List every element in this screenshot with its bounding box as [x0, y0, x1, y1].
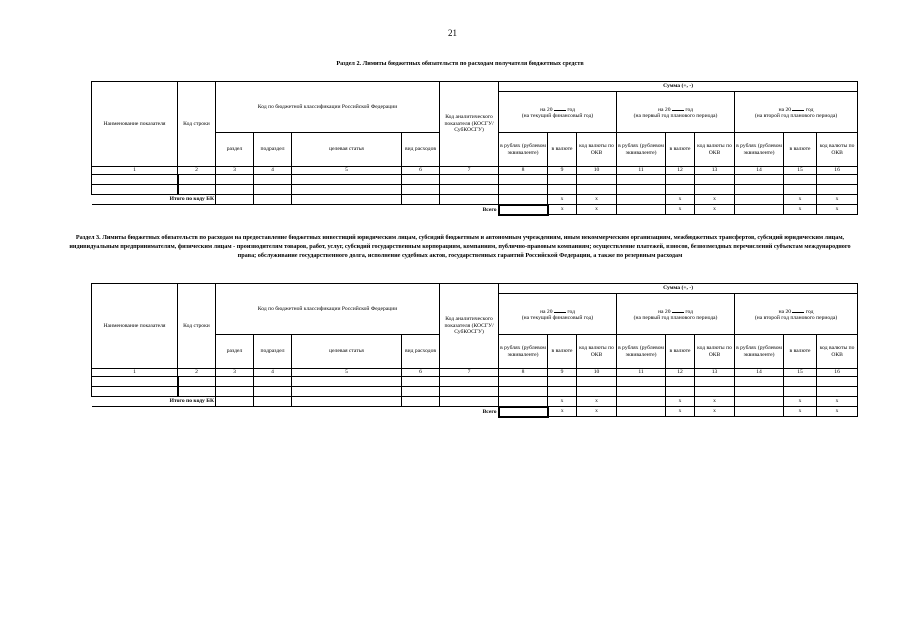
header-first-plan-year: на 20 год (на первый год планового периода): [617, 92, 735, 133]
header-section: раздел: [216, 335, 254, 369]
empty-cell[interactable]: [440, 377, 499, 387]
empty-cell[interactable]: [617, 377, 666, 387]
empty-cell[interactable]: [784, 387, 817, 397]
x-mark: x: [817, 397, 858, 407]
column-numbers-row: [92, 167, 858, 175]
empty-cell[interactable]: [178, 377, 216, 387]
empty-cell[interactable]: [254, 175, 292, 185]
empty-cell[interactable]: [216, 185, 254, 195]
column-number: 13: [695, 369, 735, 377]
header-indicator-name: Наименование показателя: [92, 284, 178, 369]
column-number: 10: [577, 369, 617, 377]
header-in-currency: в валюте: [784, 133, 817, 167]
empty-cell[interactable]: [292, 175, 402, 185]
empty-cell[interactable]: [254, 195, 292, 205]
column-number: 9: [548, 167, 577, 175]
x-mark: x: [548, 195, 577, 205]
empty-cell[interactable]: [499, 397, 548, 407]
header-target-item: целевая статья: [292, 133, 402, 167]
x-mark: x: [817, 205, 858, 215]
x-mark: x: [548, 407, 577, 417]
header-in-currency: в валюте: [666, 335, 695, 369]
header-in-currency: в валюте: [784, 335, 817, 369]
empty-cell[interactable]: [695, 387, 735, 397]
header-section: раздел: [216, 133, 254, 167]
data-row: [92, 387, 858, 397]
empty-cell[interactable]: [499, 205, 548, 215]
section-2-title: Раздел 2. Лимиты бюджетных обязательств по расходам получателя бюджетных средств: [336, 60, 584, 67]
empty-cell[interactable]: [499, 407, 548, 417]
empty-cell[interactable]: [216, 387, 254, 397]
column-number: 1: [92, 369, 178, 377]
total-bk-row: [92, 397, 858, 407]
header-rubles: в рублях (рублевом эквиваленте): [735, 133, 784, 167]
empty-cell[interactable]: [735, 387, 784, 397]
empty-cell[interactable]: [735, 205, 784, 215]
grand-total-row: [92, 205, 858, 215]
empty-cell[interactable]: [695, 185, 735, 195]
empty-cell[interactable]: [254, 387, 292, 397]
header-rubles: в рублях (рублевом эквиваленте): [617, 335, 666, 369]
empty-cell[interactable]: [499, 185, 548, 195]
header-rubles: в рублях (рублевом эквиваленте): [499, 133, 548, 167]
empty-cell[interactable]: [402, 387, 440, 397]
x-mark: x: [695, 397, 735, 407]
column-number: 4: [254, 167, 292, 175]
header-subsection: подраздел: [254, 133, 292, 167]
section-2-table: [91, 81, 858, 216]
empty-cell[interactable]: [402, 397, 440, 407]
column-number: 6: [402, 167, 440, 175]
column-number: 8: [499, 167, 548, 175]
header-expense-type: вид расходов: [402, 133, 440, 167]
header-rubles: в рублях (рублевом эквиваленте): [735, 335, 784, 369]
column-number: 4: [254, 369, 292, 377]
column-number: 8: [499, 369, 548, 377]
header-current-year: на 20 год (на текущий финансовый год): [499, 92, 617, 133]
total-bk-label: Итого по коду БК: [92, 397, 216, 407]
header-currency-code: код валюты по ОКВ: [695, 133, 735, 167]
empty-cell[interactable]: [666, 377, 695, 387]
column-number: 13: [695, 167, 735, 175]
header-in-currency: в валюте: [666, 133, 695, 167]
header-currency-code: код валюты по ОКВ: [817, 133, 858, 167]
empty-cell[interactable]: [735, 175, 784, 185]
x-mark: x: [817, 407, 858, 417]
empty-cell[interactable]: [577, 387, 617, 397]
empty-cell[interactable]: [254, 185, 292, 195]
empty-cell[interactable]: [784, 185, 817, 195]
page-number: 21: [448, 28, 457, 38]
empty-cell: [92, 185, 178, 195]
empty-cell[interactable]: [499, 377, 548, 387]
empty-cell[interactable]: [695, 377, 735, 387]
column-number: 15: [784, 167, 817, 175]
x-mark: x: [695, 195, 735, 205]
header-sum: Сумма (+, -): [499, 284, 858, 294]
header-first-plan-year: на 20 год (на первый год планового периода): [617, 294, 735, 335]
empty-cell[interactable]: [402, 185, 440, 195]
column-number: 11: [617, 167, 666, 175]
header-bk-code: Код по бюджетной классификации Российской Федерации: [216, 82, 440, 133]
empty-cell[interactable]: [178, 185, 216, 195]
column-numbers-row: [92, 369, 858, 377]
header-indicator-name: Наименование показателя: [92, 82, 178, 167]
header-currency-code: код валюты по ОКВ: [695, 335, 735, 369]
column-number: 5: [292, 167, 402, 175]
column-number: 10: [577, 167, 617, 175]
column-number: 14: [735, 167, 784, 175]
empty-cell[interactable]: [817, 387, 858, 397]
empty-cell[interactable]: [440, 195, 499, 205]
empty-cell[interactable]: [735, 185, 784, 195]
header-expense-type: вид расходов: [402, 335, 440, 369]
empty-cell[interactable]: [216, 195, 254, 205]
empty-cell[interactable]: [216, 377, 254, 387]
empty-cell[interactable]: [666, 175, 695, 185]
x-mark: x: [784, 205, 817, 215]
empty-cell[interactable]: [817, 377, 858, 387]
empty-cell[interactable]: [292, 377, 402, 387]
empty-cell[interactable]: [577, 175, 617, 185]
empty-cell[interactable]: [499, 175, 548, 185]
data-row: [92, 185, 858, 195]
empty-cell[interactable]: [735, 195, 784, 205]
empty-cell[interactable]: [817, 175, 858, 185]
empty-cell[interactable]: [735, 397, 784, 407]
empty-cell[interactable]: [440, 397, 499, 407]
total-bk-row: [92, 195, 858, 205]
empty-cell[interactable]: [666, 387, 695, 397]
column-number: 1: [92, 167, 178, 175]
empty-cell[interactable]: [292, 195, 402, 205]
data-row: [92, 377, 858, 387]
empty-cell[interactable]: [292, 387, 402, 397]
empty-cell[interactable]: [548, 185, 577, 195]
empty-cell[interactable]: [178, 387, 216, 397]
empty-cell[interactable]: [617, 175, 666, 185]
x-mark: x: [577, 407, 617, 417]
grand-total-label: Всего: [92, 407, 499, 417]
x-mark: x: [784, 407, 817, 417]
column-number: 14: [735, 369, 784, 377]
empty-cell[interactable]: [292, 185, 402, 195]
column-number: 3: [216, 369, 254, 377]
header-currency-code: код валюты по ОКВ: [817, 335, 858, 369]
empty-cell[interactable]: [617, 205, 666, 215]
empty-cell[interactable]: [216, 397, 254, 407]
empty-cell[interactable]: [617, 387, 666, 397]
empty-cell[interactable]: [178, 175, 216, 185]
header-second-plan-year: на 20 год (на второй год планового периода): [735, 294, 858, 335]
x-mark: x: [784, 397, 817, 407]
header-currency-code: код валюты по ОКВ: [577, 133, 617, 167]
empty-cell[interactable]: [548, 377, 577, 387]
empty-cell[interactable]: [440, 175, 499, 185]
empty-cell[interactable]: [440, 185, 499, 195]
column-number: 5: [292, 369, 402, 377]
x-mark: x: [548, 397, 577, 407]
column-number: 11: [617, 369, 666, 377]
x-mark: x: [666, 195, 695, 205]
x-mark: x: [577, 205, 617, 215]
x-mark: x: [666, 407, 695, 417]
total-bk-label: Итого по коду БК: [92, 195, 216, 205]
empty-cell[interactable]: [784, 377, 817, 387]
column-number: 3: [216, 167, 254, 175]
header-subsection: подраздел: [254, 335, 292, 369]
x-mark: x: [548, 205, 577, 215]
grand-total-row: [92, 407, 858, 417]
column-number: 7: [440, 369, 499, 377]
empty-cell[interactable]: [216, 175, 254, 185]
header-in-currency: в валюте: [548, 335, 577, 369]
column-number: 7: [440, 167, 499, 175]
x-mark: x: [695, 407, 735, 417]
header-row-code: Код строки: [178, 82, 216, 167]
empty-cell[interactable]: [254, 397, 292, 407]
column-number: 6: [402, 369, 440, 377]
empty-cell[interactable]: [817, 185, 858, 195]
column-number: 15: [784, 369, 817, 377]
empty-cell[interactable]: [735, 377, 784, 387]
header-second-plan-year: на 20 год (на второй год планового периода): [735, 92, 858, 133]
empty-cell[interactable]: [784, 175, 817, 185]
x-mark: x: [666, 397, 695, 407]
empty-cell[interactable]: [617, 185, 666, 195]
empty-cell[interactable]: [577, 377, 617, 387]
header-rubles: в рублях (рублевом эквиваленте): [617, 133, 666, 167]
column-number: 2: [178, 369, 216, 377]
x-mark: x: [817, 195, 858, 205]
column-number: 12: [666, 369, 695, 377]
empty-cell[interactable]: [499, 195, 548, 205]
empty-cell: [92, 175, 178, 185]
empty-cell[interactable]: [402, 377, 440, 387]
header-current-year: на 20 год (на текущий финансовый год): [499, 294, 617, 335]
header-rubles: в рублях (рублевом эквиваленте): [499, 335, 548, 369]
empty-cell[interactable]: [577, 185, 617, 195]
x-mark: x: [784, 195, 817, 205]
header-row-code: Код строки: [178, 284, 216, 369]
empty-cell[interactable]: [617, 407, 666, 417]
x-mark: x: [666, 205, 695, 215]
empty-cell[interactable]: [548, 175, 577, 185]
empty-cell[interactable]: [617, 397, 666, 407]
header-bk-code: Код по бюджетной классификации Российской Федерации: [216, 284, 440, 335]
empty-cell[interactable]: [666, 185, 695, 195]
section-3-title: Раздел 3. Лимиты бюджетных обязательств по расходам на предоставление бюджетных инвестиций юридическим лицам, субсидий бюджетным и автономным учреждениям, иным некоммерческим организациям, межбюджетных трансфертов, субсидий юридическим лицам, индивидуальным предпринимателям, физическим лицам - производителям товаров, работ, услуг, субсидий государственным корпорациям, компаниям, публично-правовым компаниям; осуществление платежей, взносов, безвозмездных перечислений субъектам международного права; обслуживание государственного долга, исполнение судебных актов, государственных гарантий Российской Федерации, а также по резервным расходам: [69, 234, 851, 260]
x-mark: x: [695, 205, 735, 215]
empty-cell[interactable]: [402, 195, 440, 205]
column-number: 2: [178, 167, 216, 175]
column-number: 12: [666, 167, 695, 175]
header-target-item: целевая статья: [292, 335, 402, 369]
column-number: 9: [548, 369, 577, 377]
data-row: [92, 175, 858, 185]
header-in-currency: в валюте: [548, 133, 577, 167]
header-analytic-code: Код аналитического показателя (КОСГУ/ СубКОСГУ): [440, 284, 499, 369]
empty-cell: [92, 387, 178, 397]
column-number: 16: [817, 369, 858, 377]
empty-cell[interactable]: [548, 387, 577, 397]
empty-cell[interactable]: [292, 397, 402, 407]
x-mark: x: [577, 397, 617, 407]
empty-cell: [92, 377, 178, 387]
empty-cell[interactable]: [735, 407, 784, 417]
empty-cell[interactable]: [617, 195, 666, 205]
x-mark: x: [577, 195, 617, 205]
header-currency-code: код валюты по ОКВ: [577, 335, 617, 369]
empty-cell[interactable]: [695, 175, 735, 185]
header-sum: Сумма (+, -): [499, 82, 858, 92]
section-3-table: [91, 283, 858, 418]
header-analytic-code: Код аналитического показателя (КОСГУ/ СубКОСГУ): [440, 82, 499, 167]
empty-cell[interactable]: [402, 175, 440, 185]
column-number: 16: [817, 167, 858, 175]
empty-cell[interactable]: [254, 377, 292, 387]
empty-cell[interactable]: [440, 387, 499, 397]
grand-total-label: Всего: [92, 205, 499, 215]
empty-cell[interactable]: [499, 387, 548, 397]
